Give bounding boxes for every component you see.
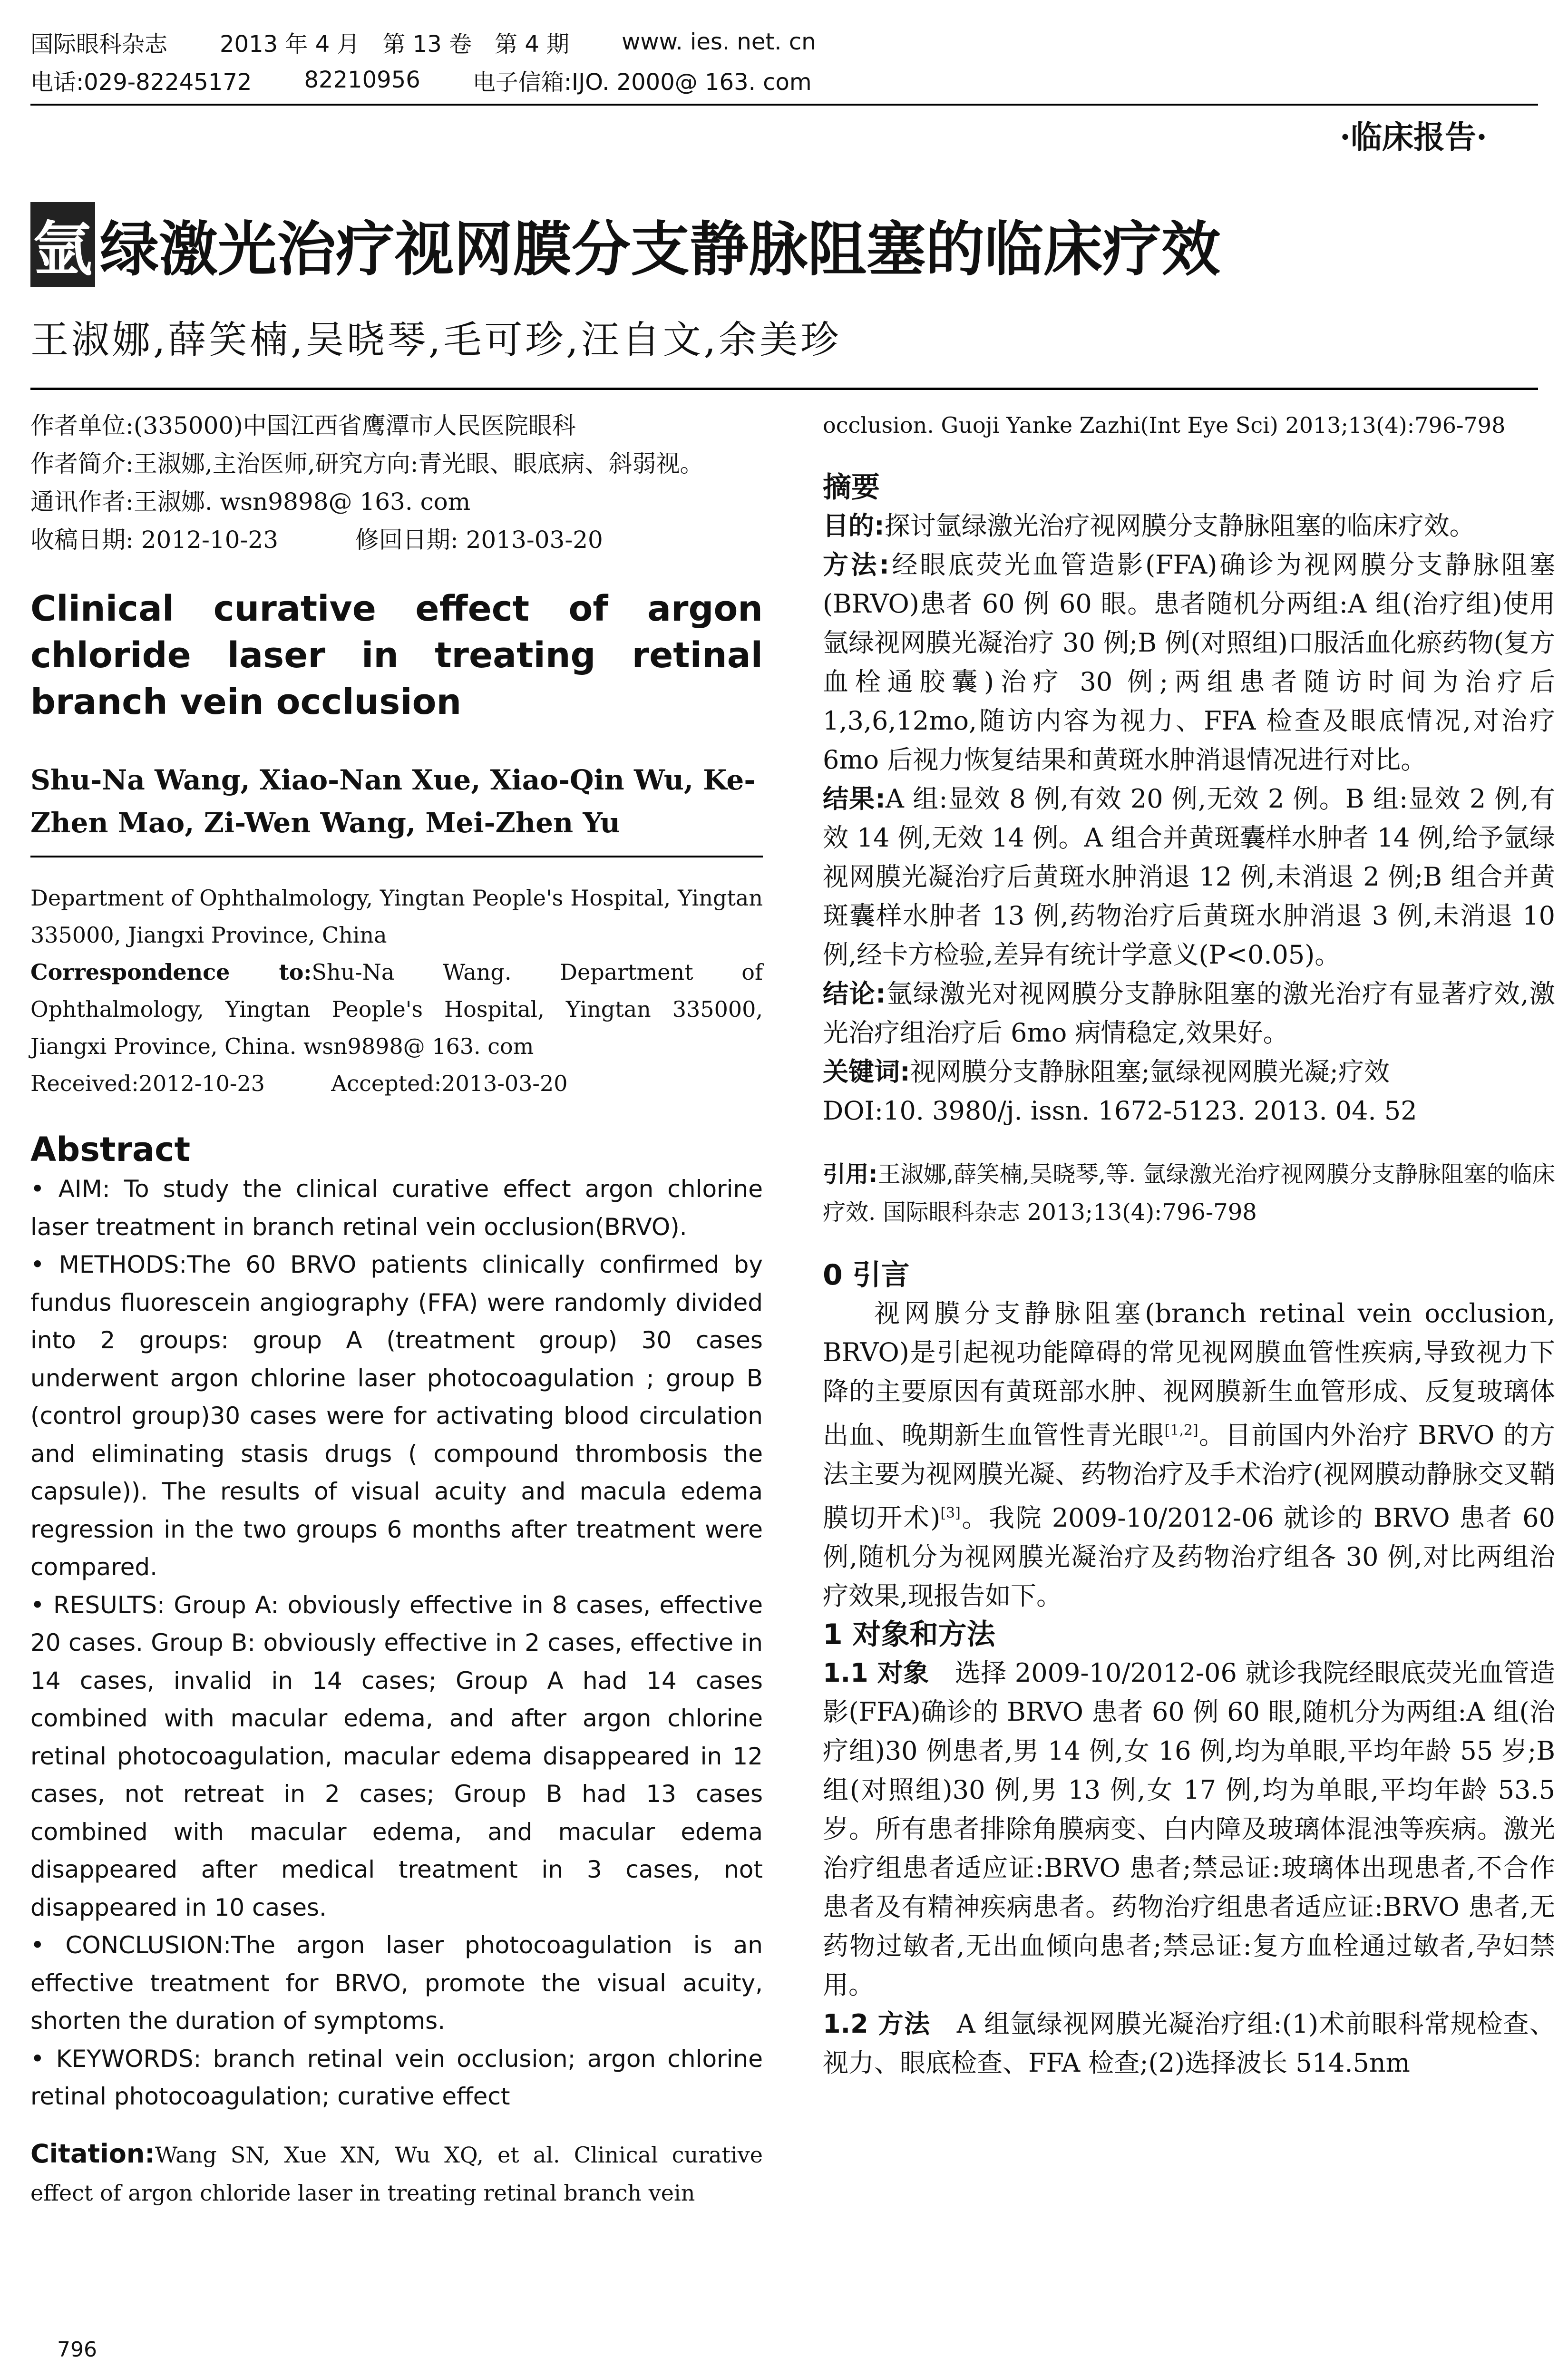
abstract-conclusion: • CONCLUSION:The argon laser photocoagulation is an effective treatment for BRVO, promote the visual acuity, shorten the duration of symptoms. (30, 1931, 763, 2035)
zh-conclusion (823, 974, 1555, 1052)
zh-keywords (823, 1052, 1555, 1091)
department: Department of Ophthalmology, Yingtan People's Hospital, Yingtan 335000, Jiangxi Province, China (30, 885, 763, 948)
keywords-label: 关键词: (823, 1057, 910, 1087)
objective-label: 目的: (823, 511, 885, 541)
journal-name: 国际眼科杂志 (30, 30, 168, 58)
subsection-1-1-text: 选择 2009-10/2012-06 就诊我院经眼底荧光血管造影(FFA)确诊的 BRVO 患者 60 例 60 眼,随机分为两组:A 组(治疗组)30 例患者,男 14 例,女 16 例,均为单眼,平均年龄 55 岁;B 组(对照组)30 例,男 13 例,女 17 例,均为单眼,平均年龄 53.5 岁。所有患者排除角膜病变、白内障及玻璃体混浊等疾病。激光治疗组患者适应证:BRVO 患者;禁忌证:玻璃体出现患者,不合作患者及有精神疾病患者。药物治疗组患者适应证:BRVO 患者,无药物过敏者,无出血倾向患者;禁忌证:复方血栓通过敏者,孕妇禁用。 (823, 1658, 1555, 2000)
doi[interactable]: DOI:10. 3980/j. issn. 1672-5123. 2013. 04. 52 (823, 1096, 1417, 1126)
cite-text: 王淑娜,薛笑楠,吴晓琴,等. 氩绿激光治疗视网膜分支静脉阻塞的临床疗效. 国际眼科杂志 2013;13(4):796-798 (823, 1161, 1555, 1226)
methods-heading: 1 对象和方法 (823, 1618, 995, 1651)
correspondence-text: Shu-Na Wang. Department of Ophthalmology, Yingtan People's Hospital, Yingtan 335000, Jiangxi Province, China. wsn9898@ 163. com (30, 959, 763, 1059)
author-rule (30, 856, 763, 857)
subsection-1-2-label: 1.2 方法 (823, 2009, 931, 2039)
website[interactable]: www. ies. net. cn (622, 29, 816, 55)
intro-text-c: 。我院 2009-10/2012-06 就诊的 BRVO 患者 60 例,随机分为视网膜光凝治疗及药物治疗组各 30 例,对比两组治疗效果,现报告如下。 (823, 1503, 1555, 1611)
dates-cn (30, 521, 763, 559)
header-rule (30, 388, 1538, 390)
abstract-keywords: • KEYWORDS: branch retinal vein occlusion; argon chlorine retinal photocoagulation; curative effect (30, 2045, 763, 2110)
conclusion-text: 氩绿激光对视网膜分支静脉阻塞的激光治疗有显著疗效,激光治疗组治疗后 6mo 病情稳定,效果好。 (823, 979, 1555, 1048)
correspondence-cn: 通讯作者:王淑娜. wsn9898@ 163. com (30, 488, 471, 516)
revised-date: 修回日期: 2013-03-20 (355, 526, 603, 554)
zh-methods (823, 546, 1555, 779)
abstract-aim: • AIM: To study the clinical curative effect argon chlorine laser treatment in branch retinal vein occlusion(BRVO). (30, 1175, 763, 1241)
phone: 电话:029-82245172 (30, 68, 252, 96)
correspondence-label: Correspondence to: (30, 959, 312, 985)
intro-text-a: 视网膜分支静脉阻塞(branch retinal vein occlusion, BRVO)是引起视功能障碍的常见视网膜血管性疾病,导致视力下降的主要原因有黄斑部水肿、视网膜新生血管形成、反复玻璃体出血、晚期新生血管性青光眼 (823, 1298, 1555, 1450)
subsection-1-2 (823, 2005, 1555, 2083)
article-title (30, 202, 1220, 287)
page-number: 796 (57, 2338, 97, 2362)
affiliation: 作者单位:(335000)中国江西省鹰潭市人民医院眼科 (30, 412, 576, 439)
citation-label: Citation: (30, 2138, 155, 2169)
subsection-1-1-label: 1.1 对象 (823, 1658, 929, 1688)
received-en: Received:2012-10-23 (30, 1071, 265, 1096)
accepted-en: Accepted:2013-03-20 (331, 1071, 568, 1096)
subsection-1-1 (823, 1654, 1555, 2005)
received-date: 收稿日期: 2012-10-23 (30, 526, 279, 554)
author-intro: 作者简介:王淑娜,主治医师,研究方向:青光眼、眼底病、斜弱视。 (30, 450, 704, 477)
methods-text: 经眼底荧光血管造影(FFA)确诊为视网膜分支静脉阻塞(BRVO)患者 60 例 60 眼。患者随机分两组:A 组(治疗组)使用氩绿视网膜光凝治疗 30 例;B 例(对照组)口服活血化瘀药物(复方血栓通胶囊)治疗 30 例;两组患者随访时间为治疗后 1,3,6,12mo,随访内容为视力、FFA 检查及眼底情况,对治疗 6mo 后视力恢复结果和黄斑水肿消退情况进行对比。 (823, 550, 1555, 775)
citation-text: Wang SN, Xue XN, Wu XQ, et al. Clinical curative effect of argon chloride laser in treating retinal branch vein (30, 2142, 763, 2206)
authors-cn: 王淑娜,薛笑楠,吴晓琴,毛可珍,汪自文,余美珍 (30, 318, 842, 362)
reference-1-2[interactable]: [1,2] (1164, 1422, 1198, 1439)
keywords-text: 视网膜分支静脉阻塞;氩绿视网膜光凝;疗效 (910, 1057, 1390, 1087)
right-column (823, 407, 1555, 2083)
conclusion-label: 结论: (823, 979, 886, 1009)
objective-text: 探讨氩绿激光治疗视网膜分支静脉阻塞的临床疗效。 (884, 511, 1475, 541)
masthead-rule (30, 104, 1538, 106)
left-column (30, 407, 763, 2212)
title-rest: 绿激光治疗视网膜分支静脉阻塞的临床疗效 (100, 215, 1221, 284)
subsection-1-2-text: A 组氩绿视网膜光凝治疗组:(1)术前眼科常规检查、视力、眼底检查、FFA 检查;(2)选择波长 514.5nm (823, 2009, 1555, 2078)
english-authors: Shu-Na Wang, Xiao-Nan Xue, Xiao-Qin Wu, Ke-Zhen Mao, Zi-Wen Wang, Mei-Zhen Yu (30, 764, 756, 839)
correspondence-en (30, 954, 763, 1065)
intro-heading: 0 引言 (823, 1258, 910, 1292)
zh-abstract-heading: 摘要 (823, 471, 880, 504)
zh-objective (823, 507, 1555, 546)
masthead (30, 23, 1538, 99)
results-label: 结果: (823, 784, 886, 814)
dates-en (30, 1065, 763, 1102)
abstract-results: • RESULTS: Group A: obviously effective in 8 cases, effective 20 cases. Group B: obviously effective in 2 cases, effective in 14 cases, invalid in 14 cases; Group A had 14 cases combined with macular edema, and after argon chlorine retinal photocoagulation, macular edema disappeared in 12 cases, not retreat in 2 cases; Group B had 13 cases combined with macular edema, and macular edema disappeared after medical treatment in 3 cases, not disappeared in 10 cases. (30, 1591, 763, 1921)
phone-2: 82210956 (304, 67, 420, 93)
intro-text-b: 。目前国内外治疗 BRVO 的方法主要为视网膜光凝、药物治疗及手术治疗(视网膜动静脉交叉鞘膜切开术) (823, 1420, 1555, 1533)
citation (30, 2135, 763, 2212)
section-label: ·临床报告· (1340, 118, 1487, 156)
reference-3[interactable]: [3] (940, 1505, 961, 1521)
results-text: A 组:显效 8 例,有效 20 例,无效 2 例。B 组:显效 2 例,有效 14 例,无效 14 例。A 组合并黄斑囊样水肿者 14 例,给予氩绿视网膜光凝治疗后黄斑水肿消退 12 例,未消退 2 例;B 组合并黄斑囊样水肿者 13 例,药物治疗后黄斑水肿消退 3 例,未消退 10 例,经卡方检验,差异有统计学意义(P<0.05)。 (823, 784, 1555, 970)
issue-info: 2013 年 4 月 第 13 卷 第 4 期 (220, 30, 570, 58)
english-title: Clinical curative effect of argon chloride laser in treating retinal branch vein occlusion (30, 588, 763, 722)
citation-continued: occlusion. Guoji Yanke Zazhi(Int Eye Sci) 2013;13(4):796-798 (823, 412, 1506, 438)
email[interactable]: 电子信箱:IJO. 2000@ 163. com (472, 68, 812, 96)
zh-results (823, 779, 1555, 974)
abstract-methods: • METHODS:The 60 BRVO patients clinically confirmed by fundus fluorescein angiography (FFA) were randomly divided into 2 groups: group A (treatment group) 30 cases underwent argon chlorine laser photocoagulation ; group B (control group)30 cases were for activating blood circulation and eliminating stasis drugs ( compound thrombosis the capsule)). The results of visual acuity and macula edema regression in the two groups 6 months after treatment were compared. (30, 1251, 763, 1581)
cite-label: 引用: (823, 1161, 878, 1188)
methods-label: 方法: (823, 550, 890, 580)
intro-paragraph (823, 1294, 1555, 1616)
abstract-heading: Abstract (30, 1130, 191, 1169)
title-first-char: 氩 (30, 202, 95, 287)
zh-citation (823, 1155, 1555, 1231)
